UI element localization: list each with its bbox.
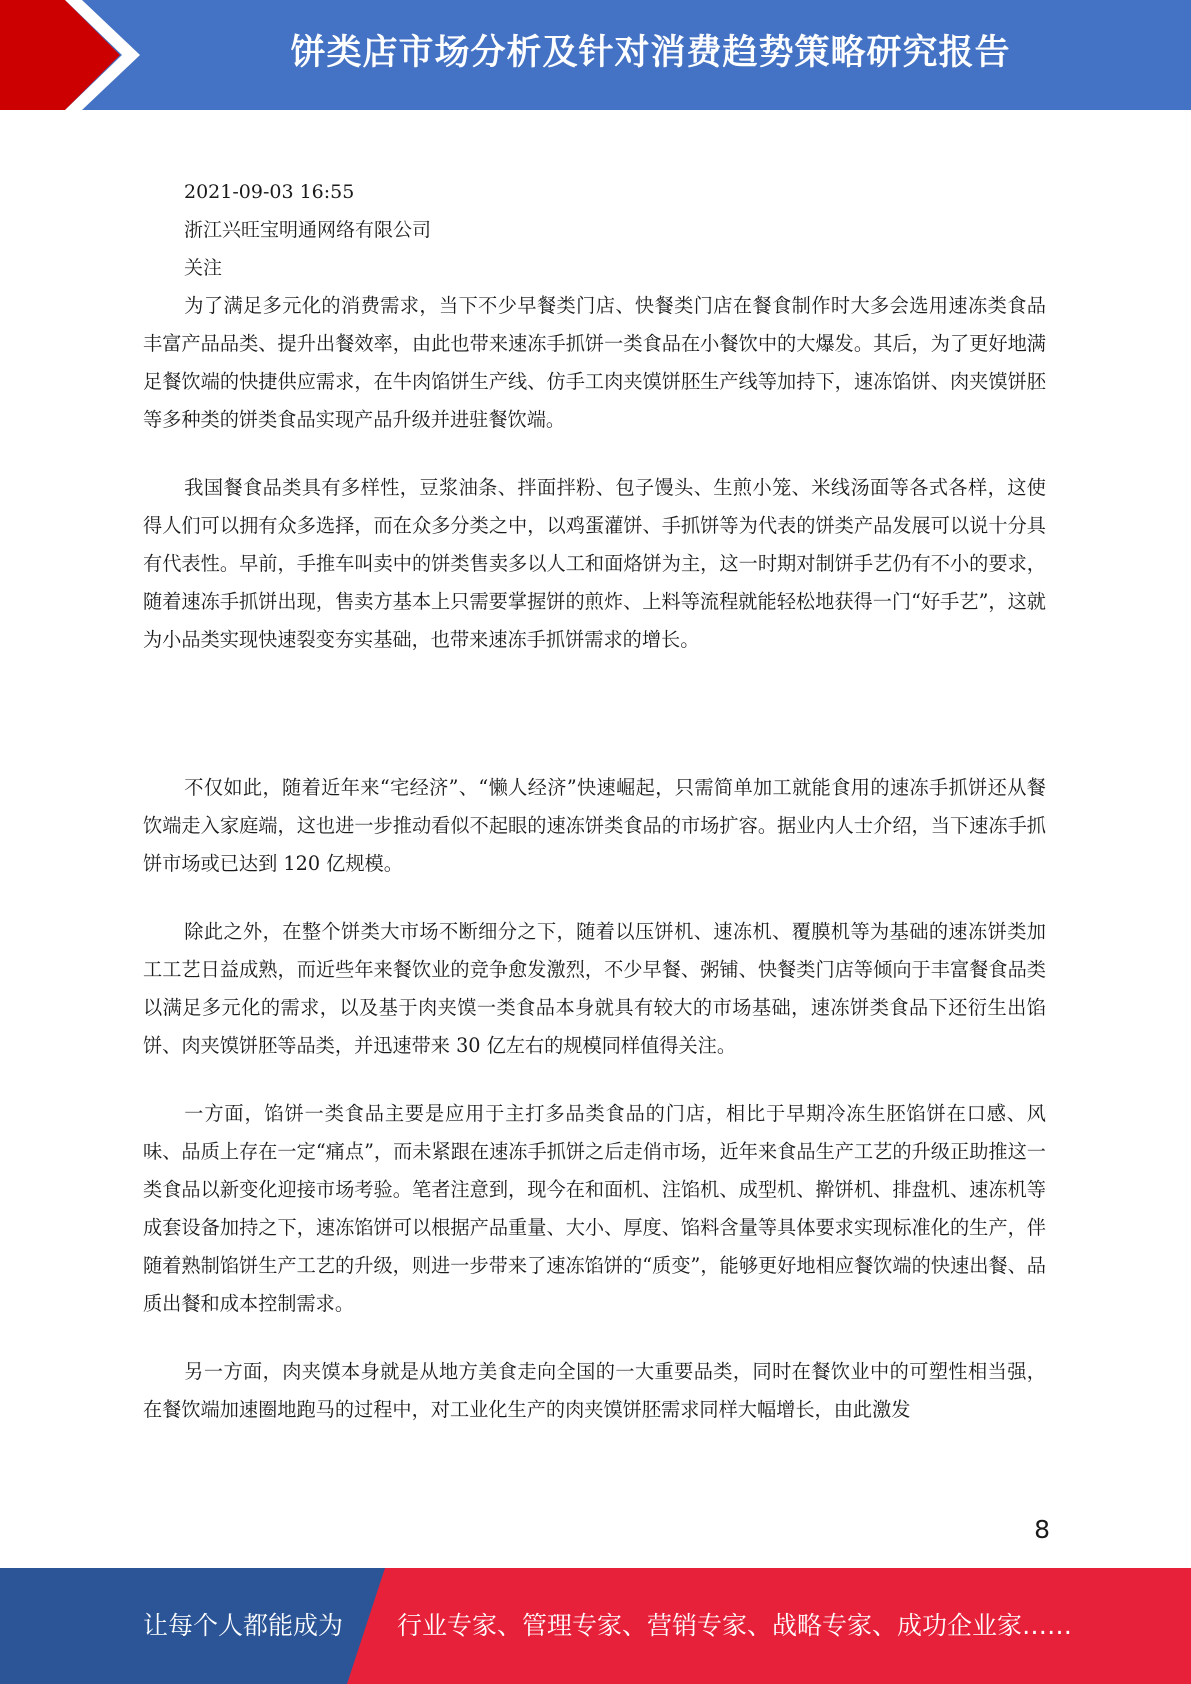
- publish-datetime: 2021-09-03 16:55: [184, 181, 355, 203]
- follow-link[interactable]: 关注: [184, 257, 223, 279]
- header-banner: [0, 0, 1191, 110]
- footer-slogan-right: 行业专家、管理专家、营销专家、战略专家、成功企业家……: [397, 1611, 1073, 1640]
- paragraph: 另一方面，肉夹馍本身就是从地方美食走向全国的一大重要品类，同时在餐饮业中的可塑性相当强，在餐饮端加速圈地跑马的过程中，对工业化生产的肉夹馍饼胚需求同样大幅增长，由此激发: [143, 1360, 1046, 1421]
- paragraph: 不仅如此，随着近年来“宅经济”、“懒人经济”快速崛起，只需简单加工就能食用的速冻手抓饼还从餐饮端走入家庭端，这也进一步推动看似不起眼的速冻饼类食品的市场扩容。据业内人士介绍，当下速冻手抓饼市场或已达到 120 亿规模。: [143, 776, 1046, 875]
- paragraph: 一方面，馅饼一类食品主要是应用于主打多品类食品的门店，相比于早期冷冻生胚馅饼在口感、风味、品质上存在一定“痛点”，而未紧跟在速冻手抓饼之后走俏市场，近年来食品生产工艺的升级正助推这一类食品以新变化迎接市场考验。笔者注意到，现今在和面机、注馅机、成型机、擀饼机、排盘机、速冻机等成套设备加持之下，速冻馅饼可以根据产品重量、大小、厚度、馅料含量等具体要求实现标准化的生产，伴随着熟制馅饼生产工艺的升级，则进一步带来了速冻馅饼的“质变”，能够更好地相应餐饮端的快速出餐、品质出餐和成本控制需求。: [143, 1102, 1046, 1315]
- footer-slogan-left: 让每个人都能成为: [143, 1611, 344, 1640]
- paragraph: 我国餐食品类具有多样性，豆浆油条、拌面拌粉、包子馒头、生煎小笼、米线汤面等各式各样，这使得人们可以拥有众多选择，而在众多分类之中，以鸡蛋灌饼、手抓饼等为代表的饼类产品发展可以说十分具有代表性。早前，手推车叫卖中的饼类售卖多以人工和面烙饼为主，这一时期对制饼手艺仍有不小的要求，随着速冻手抓饼出现，售卖方基本上只需要掌握饼的煎炸、上料等流程就能轻松地获得一门“好手艺”，这就为小品类实现快速裂变夯实基础，也带来速冻手抓饼需求的增长。: [143, 476, 1046, 651]
- header-arrow-decoration: [0, 0, 160, 110]
- page-number: 8: [1034, 1515, 1050, 1544]
- paragraph: 为了满足多元化的消费需求，当下不少早餐类门店、快餐类门店在餐食制作时大多会选用速冻类食品丰富产品品类、提升出餐效率，由此也带来速冻手抓饼一类食品在小餐饮中的大爆发。其后，为了更好地满足餐饮端的快捷供应需求，在牛肉馅饼生产线、仿手工肉夹馍饼胚生产线等加持下，速冻馅饼、肉夹馍饼胚等多种类的饼类食品实现产品升级并进驻餐饮端。: [143, 294, 1046, 431]
- report-title: 饼类店市场分析及针对消费趋势策略研究报告: [290, 33, 1011, 73]
- paragraph: 除此之外，在整个饼类大市场不断细分之下，随着以压饼机、速冻机、覆膜机等为基础的速冻饼类加工工艺日益成熟，而近些年来餐饮业的竞争愈发激烈，不少早餐、粥铺、快餐类门店等倾向于丰富餐食品类以满足多元化的需求，以及基于肉夹馍一类食品本身就具有较大的市场基础，速冻饼类食品下还衍生出馅饼、肉夹馍饼胚等品类，并迅速带来 30 亿左右的规模同样值得关注。: [143, 920, 1046, 1057]
- author-name[interactable]: 浙江兴旺宝明通网络有限公司: [184, 219, 432, 241]
- footer-banner: [0, 1568, 1191, 1684]
- article-body: [143, 173, 1046, 1429]
